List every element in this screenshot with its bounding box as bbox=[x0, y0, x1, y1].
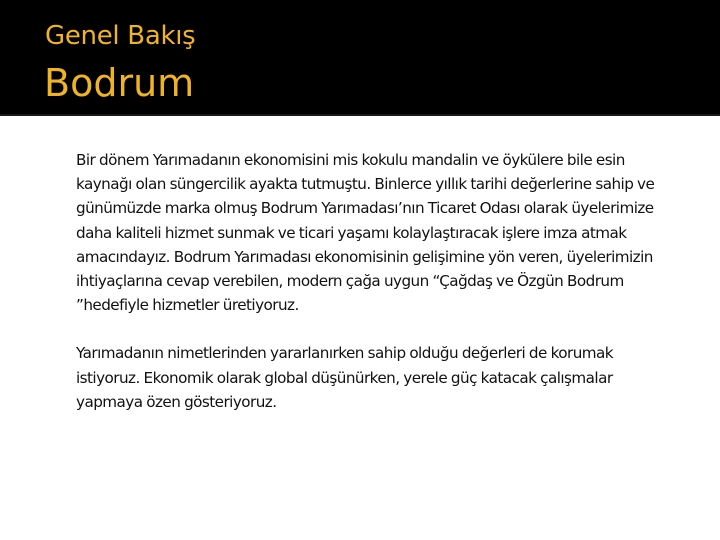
body-paragraph: Bir dönem Yarımadanın ekonomisini mis kokulu mandalin ve öykülere bile esin kaynağı olan süngercilik ayakta tutmuştu. Binlerce yıllık tarihi değerlerine sahip ve günümüzde marka olmuş Bodrum Yarımadası’nın Ticaret Odası olarak üyelerimize daha kaliteli hizmet sunmak ve ticari yaşamı kolaylaştıracak işlere imza atmak amacındayız. Bodrum Yarımadası ekonomisinin gelişimine yön veren, üyelerimizin ihtiyaçlarına cevap verebilen, modern çağa uygun “Çağdaş ve Özgün Bodrum ”hedefiyle hizmetler üretiyoruz. bbox=[76, 151, 655, 315]
body-paragraph: Yarımadanın nimetlerinden yararlanırken sahip olduğu değerleri de korumak istiyoruz. Ekonomik olarak global düşünürken, yerele güç katacak çalışmalar yapmaya özen gösteriyoruz. bbox=[76, 344, 614, 411]
slide-body bbox=[76, 148, 656, 414]
slide-subtitle: Genel Bakış bbox=[45, 21, 196, 51]
header-divider bbox=[0, 114, 720, 116]
slide-title: Bodrum bbox=[44, 61, 195, 105]
